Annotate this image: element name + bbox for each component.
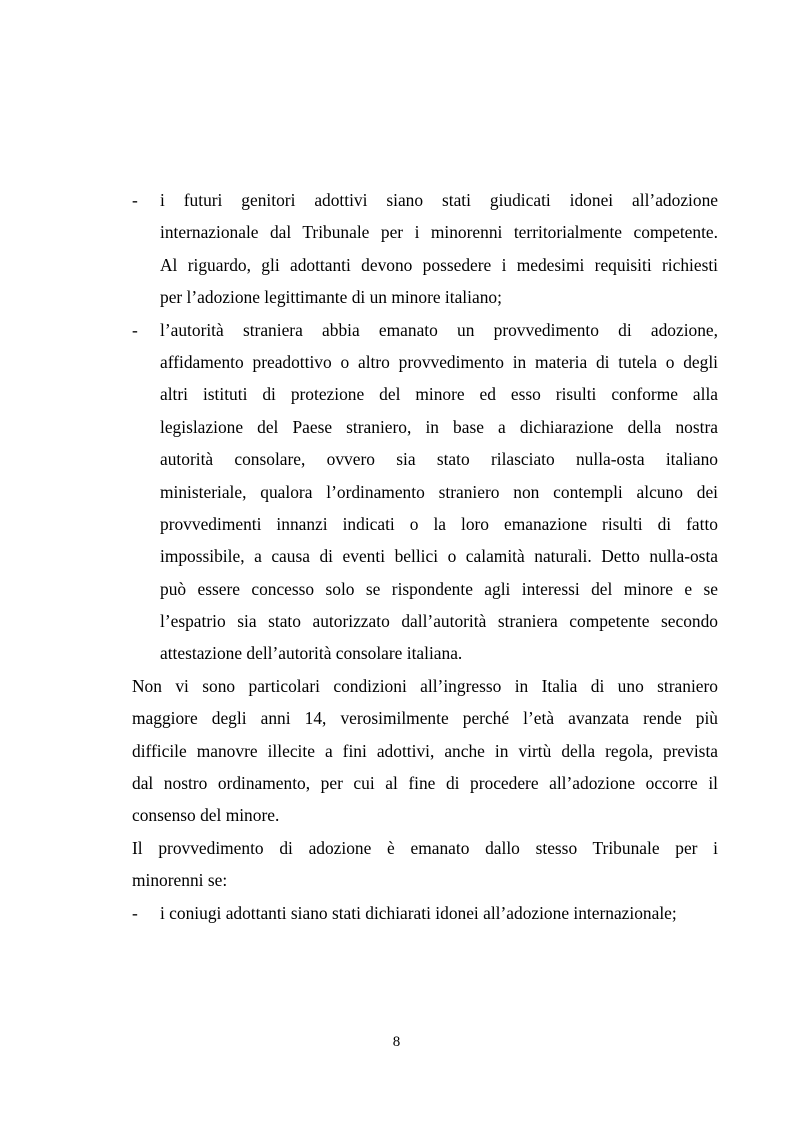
paragraph-line: maggiore degli anni 14, verosimilmente perché l’età avanzata rende più [132, 708, 718, 729]
paragraph-1 [132, 670, 718, 832]
bullet-line: ministeriale, qualora l’ordinamento straniero non contempli alcuno dei [160, 481, 718, 502]
bullet-text: i futuri genitori adottivi siano stati giudicati idonei all’adozione [160, 190, 718, 210]
bullet-line: legislazione del Paese straniero, in base a dichiarazione della nostra [160, 416, 718, 437]
bullet-line: può essere concesso solo se rispondente agli interessi del minore e se [160, 578, 718, 599]
paragraph-line: Il provvedimento di adozione è emanato dallo stesso Tribunale per i [132, 837, 718, 858]
bullet-line [132, 314, 718, 346]
paragraph-line: difficile manovre illecite a fini adottivi, anche in virtù della regola, prevista [132, 740, 718, 761]
bullet-text: i coniugi adottanti siano stati dichiarati idonei all’adozione internazionale; [160, 902, 677, 923]
paragraph-2 [132, 832, 718, 897]
paragraph-line: consenso del minore. [132, 805, 280, 826]
bullet-item-2 [132, 314, 718, 670]
bullet-dash: - [132, 319, 138, 340]
paragraph-line: minorenni se: [132, 870, 228, 891]
bullet-item-3 [132, 897, 718, 929]
bullet-item-1 [132, 184, 718, 314]
bullet-line: Al riguardo, gli adottanti devono possedere i medesimi requisiti richiesti [160, 254, 718, 275]
page-number: 8 [392, 1034, 401, 1050]
bullet-line: affidamento preadottivo o altro provvedimento in materia di tutela o degli [160, 351, 718, 372]
bullet-dash: - [132, 902, 138, 923]
bullet-text: l’autorità straniera abbia emanato un provvedimento di adozione, [160, 319, 718, 340]
bullet-line: provvedimenti innanzi indicati o la loro emanazione risulti di fatto [160, 513, 718, 534]
bullet-dash: - [132, 190, 138, 210]
bullet-line: per l’adozione legittimante di un minore italiano; [160, 287, 502, 308]
bullet-line: impossibile, a causa di eventi bellici o calamità naturali. Detto nulla-osta [160, 546, 718, 567]
bullet-line [132, 897, 718, 929]
bullet-line: autorità consolare, ovvero sia stato rilasciato nulla-osta italiano [160, 449, 718, 470]
bullet-line: l’espatrio sia stato autorizzato dall’autorità straniera competente secondo [160, 611, 718, 632]
bullet-line: altri istituti di protezione del minore ed esso risulti conforme alla [160, 384, 718, 405]
paragraph-line: dal nostro ordinamento, per cui al fine di procedere all’adozione occorre il [132, 773, 718, 794]
bullet-line: attestazione dell’autorità consolare italiana. [160, 643, 463, 664]
document-body [132, 184, 718, 929]
bullet-line [132, 184, 718, 216]
bullet-line: internazionale dal Tribunale per i minorenni territorialmente competente. [160, 222, 718, 243]
paragraph-line: Non vi sono particolari condizioni all’ingresso in Italia di uno straniero [132, 675, 718, 696]
